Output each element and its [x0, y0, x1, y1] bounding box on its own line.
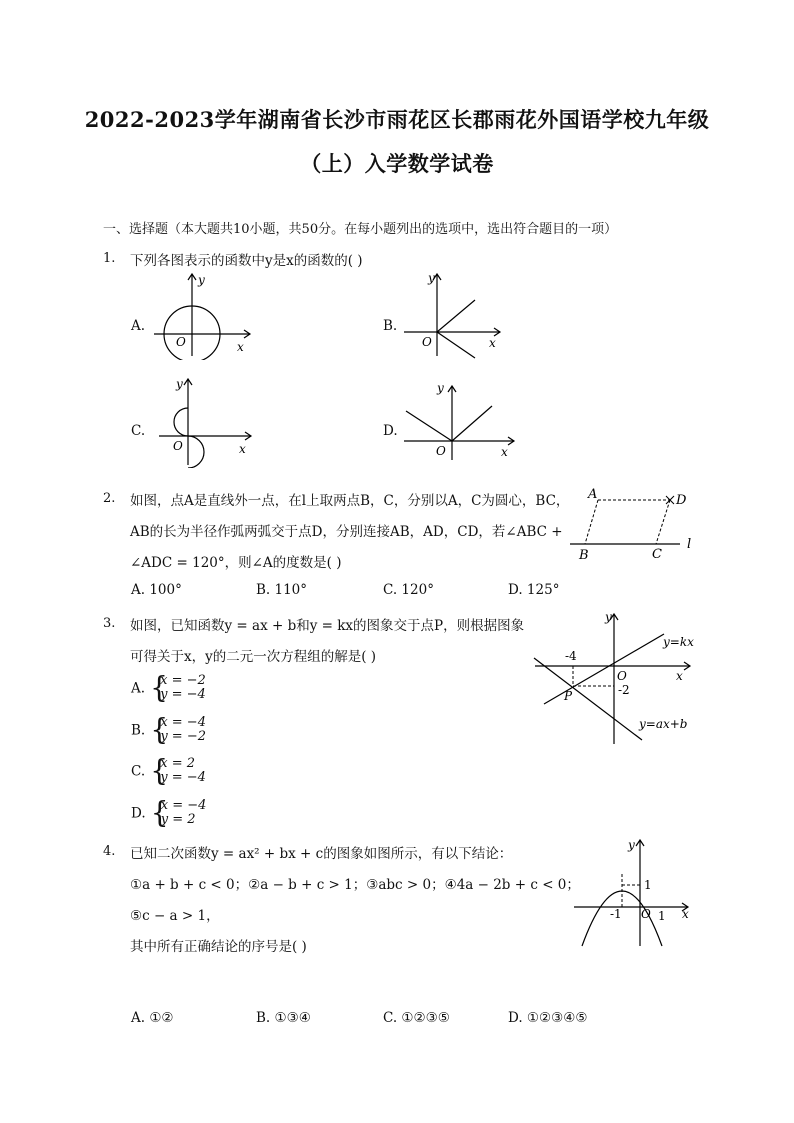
axis-x-label: x: [237, 340, 244, 354]
q1-number: 1.: [103, 251, 116, 266]
line-axb-label: y=ax+b: [639, 717, 688, 731]
q1-graph-b: [400, 268, 510, 360]
exam-title-line1: 2022-2023学年湖南省长沙市雨花区长郡雨花外国语学校九年级: [84, 107, 710, 132]
equation-system: { x = −4 y = −2: [150, 712, 206, 747]
axis-y-label: y: [628, 838, 635, 852]
axis-x-label: x: [239, 442, 246, 456]
point-c-label: C: [652, 547, 662, 562]
q3-stem-line1: 如图，已知函数y = ax + b和y = kx的图象交于点P，则根据图象: [130, 618, 525, 634]
axis-x-label: x: [489, 336, 496, 350]
axis-x-label: x: [501, 445, 508, 459]
q2-stem-line2: AB的长为半径作弧两弧交于点D，分别连接AB，AD，CD，若∠ABC +: [130, 524, 563, 540]
q1-option-a-label[interactable]: A.: [131, 318, 146, 334]
line-kx-label: y=kx: [663, 635, 694, 649]
point-p-label: P: [564, 689, 573, 703]
q4-option-c[interactable]: C. ①②③⑤: [383, 1010, 450, 1026]
q4-option-b[interactable]: B. ①③④: [256, 1010, 311, 1026]
x-tick-neg1: -1: [610, 907, 622, 921]
axis-y-label: y: [428, 271, 435, 285]
origin-label: O: [173, 439, 183, 453]
q2-parallelogram-figure: [560, 482, 700, 562]
q2-option-c[interactable]: C. 120°: [383, 582, 434, 598]
equation-system: { x = −4 y = 2: [150, 795, 207, 830]
q1-graph-a: [150, 270, 260, 360]
axis-y-label: y: [198, 273, 205, 287]
origin-label: O: [422, 335, 432, 349]
q2-option-d[interactable]: D. 125°: [508, 582, 560, 598]
q4-number: 4.: [103, 844, 116, 859]
q1-option-b-label[interactable]: B.: [383, 318, 398, 334]
q4-conclusion-5: ⑤c − a > 1，: [130, 908, 220, 924]
y-tick-1: 1: [644, 878, 652, 892]
x-tick-1: 1: [658, 909, 666, 923]
q1-option-d-label[interactable]: D.: [383, 423, 398, 439]
origin-label: O: [617, 669, 627, 683]
q3-option-c[interactable]: [131, 753, 206, 788]
q1-stem: 下列各图表示的函数中y是x的函数的( ): [130, 253, 363, 269]
q1-option-c-label[interactable]: C.: [131, 423, 146, 439]
point-b-label: B: [579, 548, 589, 562]
q2-option-a[interactable]: A. 100°: [131, 582, 182, 598]
point-a-label: A: [588, 487, 598, 502]
origin-label: O: [641, 907, 651, 921]
q4-conclusions-line: ①a + b + c < 0；②a − b + c > 1；③abc > 0；④4a − 2b + c < 0；: [130, 877, 580, 893]
section-heading: 一、选择题（本大题共10小题，共50分。在每小题列出的选项中，选出符合题目的一项）: [103, 222, 618, 237]
q4-stem-line1: 已知二次函数y = ax² + bx + c的图象如图所示，有以下结论：: [130, 846, 513, 862]
origin-label: O: [436, 444, 446, 458]
q4-question: 其中所有正确结论的序号是( ): [130, 939, 307, 955]
axis-y-label: y: [437, 381, 444, 395]
equation-system: { x = −2 y = −4: [150, 670, 206, 705]
axis-x-label: x: [676, 669, 683, 683]
q3-stem-line2: 可得关于x，y的二元一次方程组的解是( ): [130, 649, 377, 665]
y-tick-neg2: -2: [618, 683, 630, 697]
q1-graph-c: [155, 373, 260, 468]
q3-number: 3.: [103, 616, 116, 631]
q2-option-b[interactable]: B. 110°: [256, 582, 308, 598]
axis-y-label: y: [176, 377, 183, 391]
option-label: B.: [131, 722, 146, 739]
q3-option-a[interactable]: [131, 670, 206, 705]
q4-option-d[interactable]: D. ①②③④⑤: [508, 1010, 588, 1026]
option-label: C.: [131, 763, 146, 780]
q2-number: 2.: [103, 491, 116, 506]
q3-option-d[interactable]: [131, 795, 207, 830]
origin-label: O: [176, 335, 186, 349]
exam-title-line2: （上）入学数学试卷: [300, 151, 494, 176]
x-tick-neg4: -4: [565, 649, 577, 663]
q2-stem-line3: ∠ADC = 120°，则∠A的度数是( ): [130, 555, 342, 571]
axis-x-label: x: [682, 907, 689, 921]
q1-graph-d: [400, 378, 520, 463]
option-label: D.: [131, 805, 146, 822]
line-l-label: l: [687, 537, 692, 552]
q3-option-b[interactable]: [131, 712, 206, 747]
q2-stem-line1: 如图，点A是直线外一点，在l上取两点B，C，分别以A，C为圆心，BC，: [130, 493, 570, 509]
q4-parabola-figure: [570, 834, 695, 949]
q3-linear-functions-figure: [530, 608, 700, 748]
point-d-label: D: [676, 493, 687, 508]
q4-option-a[interactable]: A. ①②: [131, 1010, 174, 1026]
equation-system: { x = 2 y = −4: [150, 753, 206, 788]
option-label: A.: [131, 680, 146, 697]
axis-y-label: y: [605, 610, 612, 624]
